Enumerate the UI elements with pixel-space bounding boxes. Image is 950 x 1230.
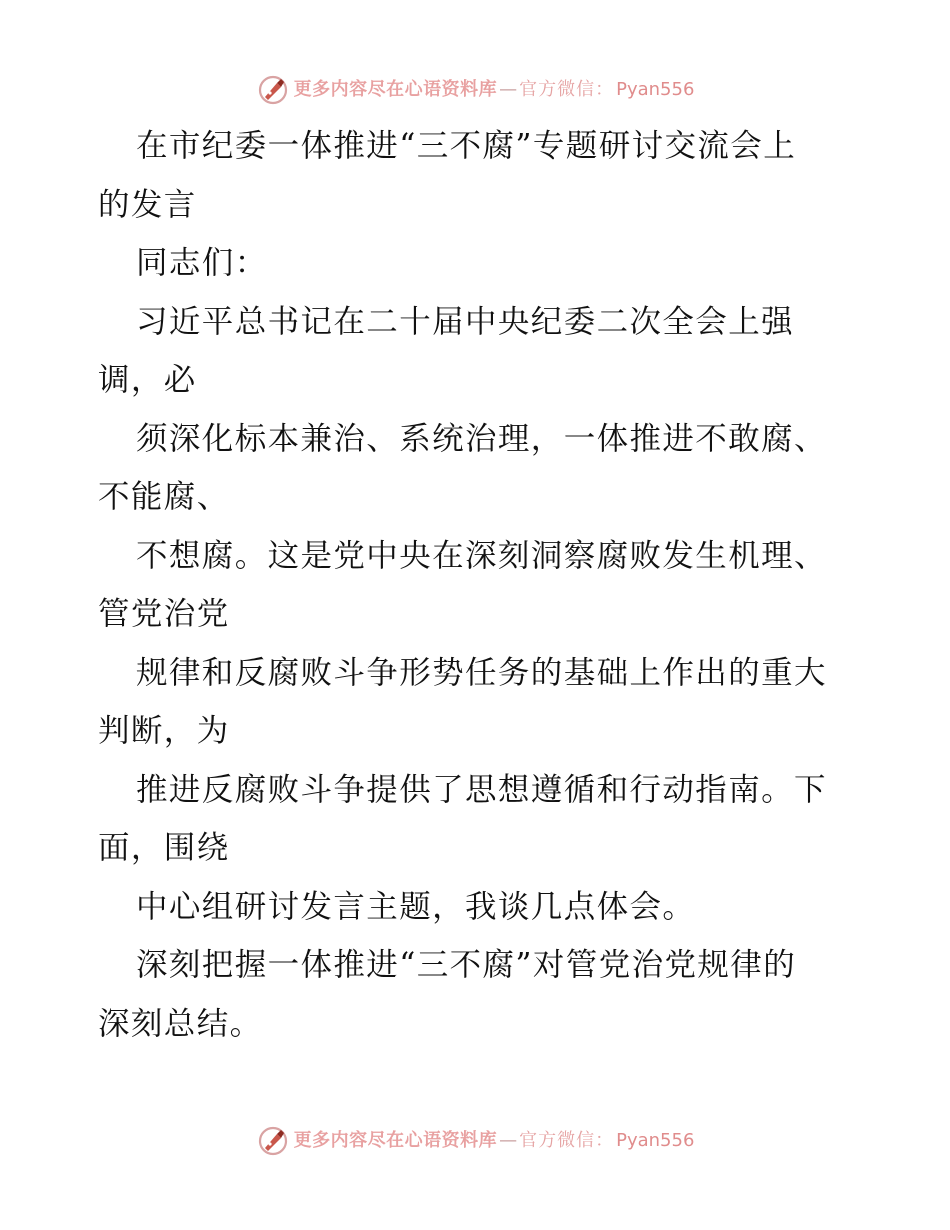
wechat-label: 官方微信：	[519, 1130, 615, 1151]
paragraph-line: 不想腐。这是党中央在深刻洞察腐败发生机理、	[136, 537, 827, 574]
separator-dash: —	[499, 79, 518, 100]
document-title-line: 在市纪委一体推进“三不腐”专题研讨交流会上	[136, 128, 797, 164]
header-watermark-banner	[0, 72, 950, 108]
paragraph-line: 深刻把握一体推进“三不腐”对管党治党规律的	[136, 947, 797, 983]
wechat-label: 官方微信：	[519, 79, 615, 100]
paragraph-line: 管党治党	[98, 596, 230, 632]
paragraph-line: 习近平总书记在二十届中央纪委二次全会上强	[136, 303, 795, 340]
promo-text: 更多内容尽在心语资料库	[293, 79, 498, 100]
paragraph-line: 规律和反腐败斗争形势任务的基础上作出的重大	[136, 654, 827, 691]
wechat-id: Pyan556	[616, 1130, 695, 1151]
paragraph-line: 判断，为	[98, 713, 230, 749]
paragraph-line: 中心组研讨发言主题，我谈几点体会。	[136, 888, 696, 925]
paragraph-line: 不能腐、	[98, 479, 230, 515]
document-title-line: 的发言	[98, 186, 197, 223]
paragraph-line: 面，围绕	[98, 830, 230, 866]
paragraph-line: 须深化标本兼治、系统治理，一体推进不敢腐、	[136, 420, 827, 457]
promo-text: 更多内容尽在心语资料库	[293, 1130, 498, 1151]
wechat-id: Pyan556	[616, 79, 695, 100]
paragraph-line: 调，必	[98, 362, 197, 398]
pen-nib-logo-icon	[256, 1124, 290, 1158]
footer-watermark-banner	[0, 1123, 950, 1159]
paragraph-line: 推进反腐败斗争提供了思想遵循和行动指南。下	[136, 771, 827, 808]
salutation: 同志们：	[136, 245, 268, 281]
pen-nib-logo-icon	[256, 73, 290, 107]
document-body	[98, 117, 858, 1053]
paragraph-line: 深刻总结。	[98, 1005, 263, 1042]
separator-dash: —	[499, 1130, 518, 1151]
